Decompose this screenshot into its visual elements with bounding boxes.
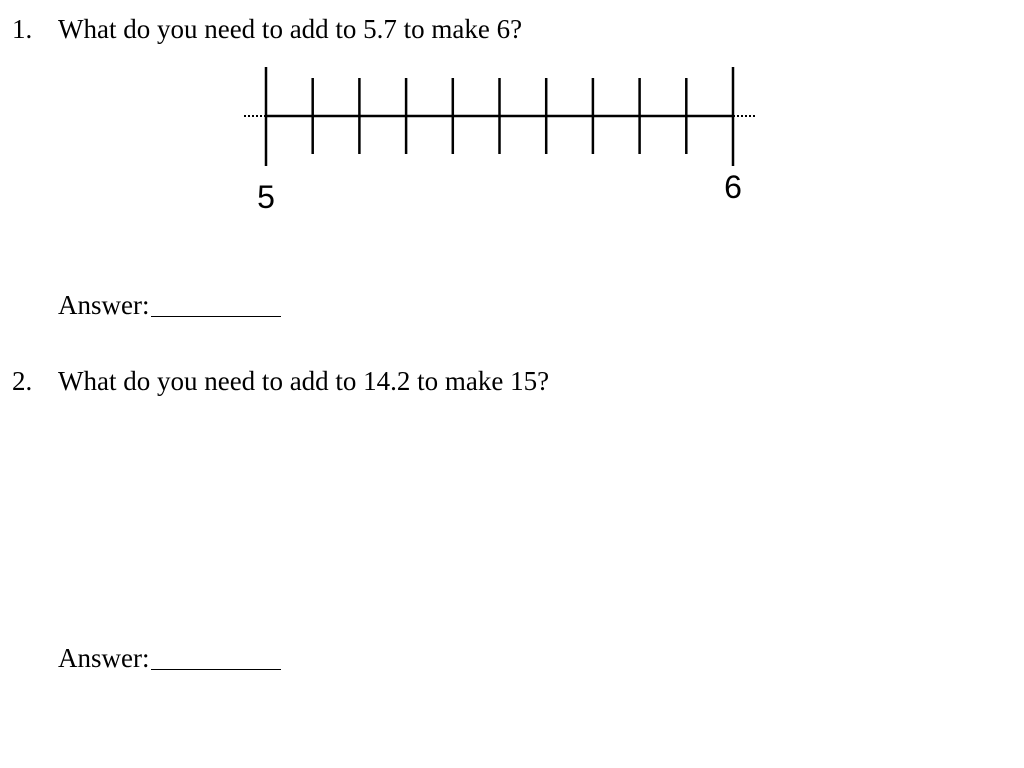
question-2	[12, 365, 549, 397]
answer-2-blank[interactable]	[151, 643, 281, 670]
question-1-text: What do you need to add to 5.7 to make 6?	[58, 14, 523, 44]
answer-1	[58, 287, 281, 321]
question-2-text: What do you need to add to 14.2 to make 15?	[58, 366, 550, 396]
answer-2	[58, 640, 281, 674]
number-line-end-label: 6	[724, 169, 742, 205]
question-2-number: 2.	[12, 366, 33, 396]
answer-2-label: Answer:	[58, 643, 150, 673]
number-line-start-label: 5	[257, 179, 275, 215]
answer-1-label: Answer:	[58, 290, 150, 320]
question-1-number: 1.	[12, 14, 33, 44]
number-line	[0, 0, 1024, 240]
answer-1-blank[interactable]	[151, 290, 281, 317]
